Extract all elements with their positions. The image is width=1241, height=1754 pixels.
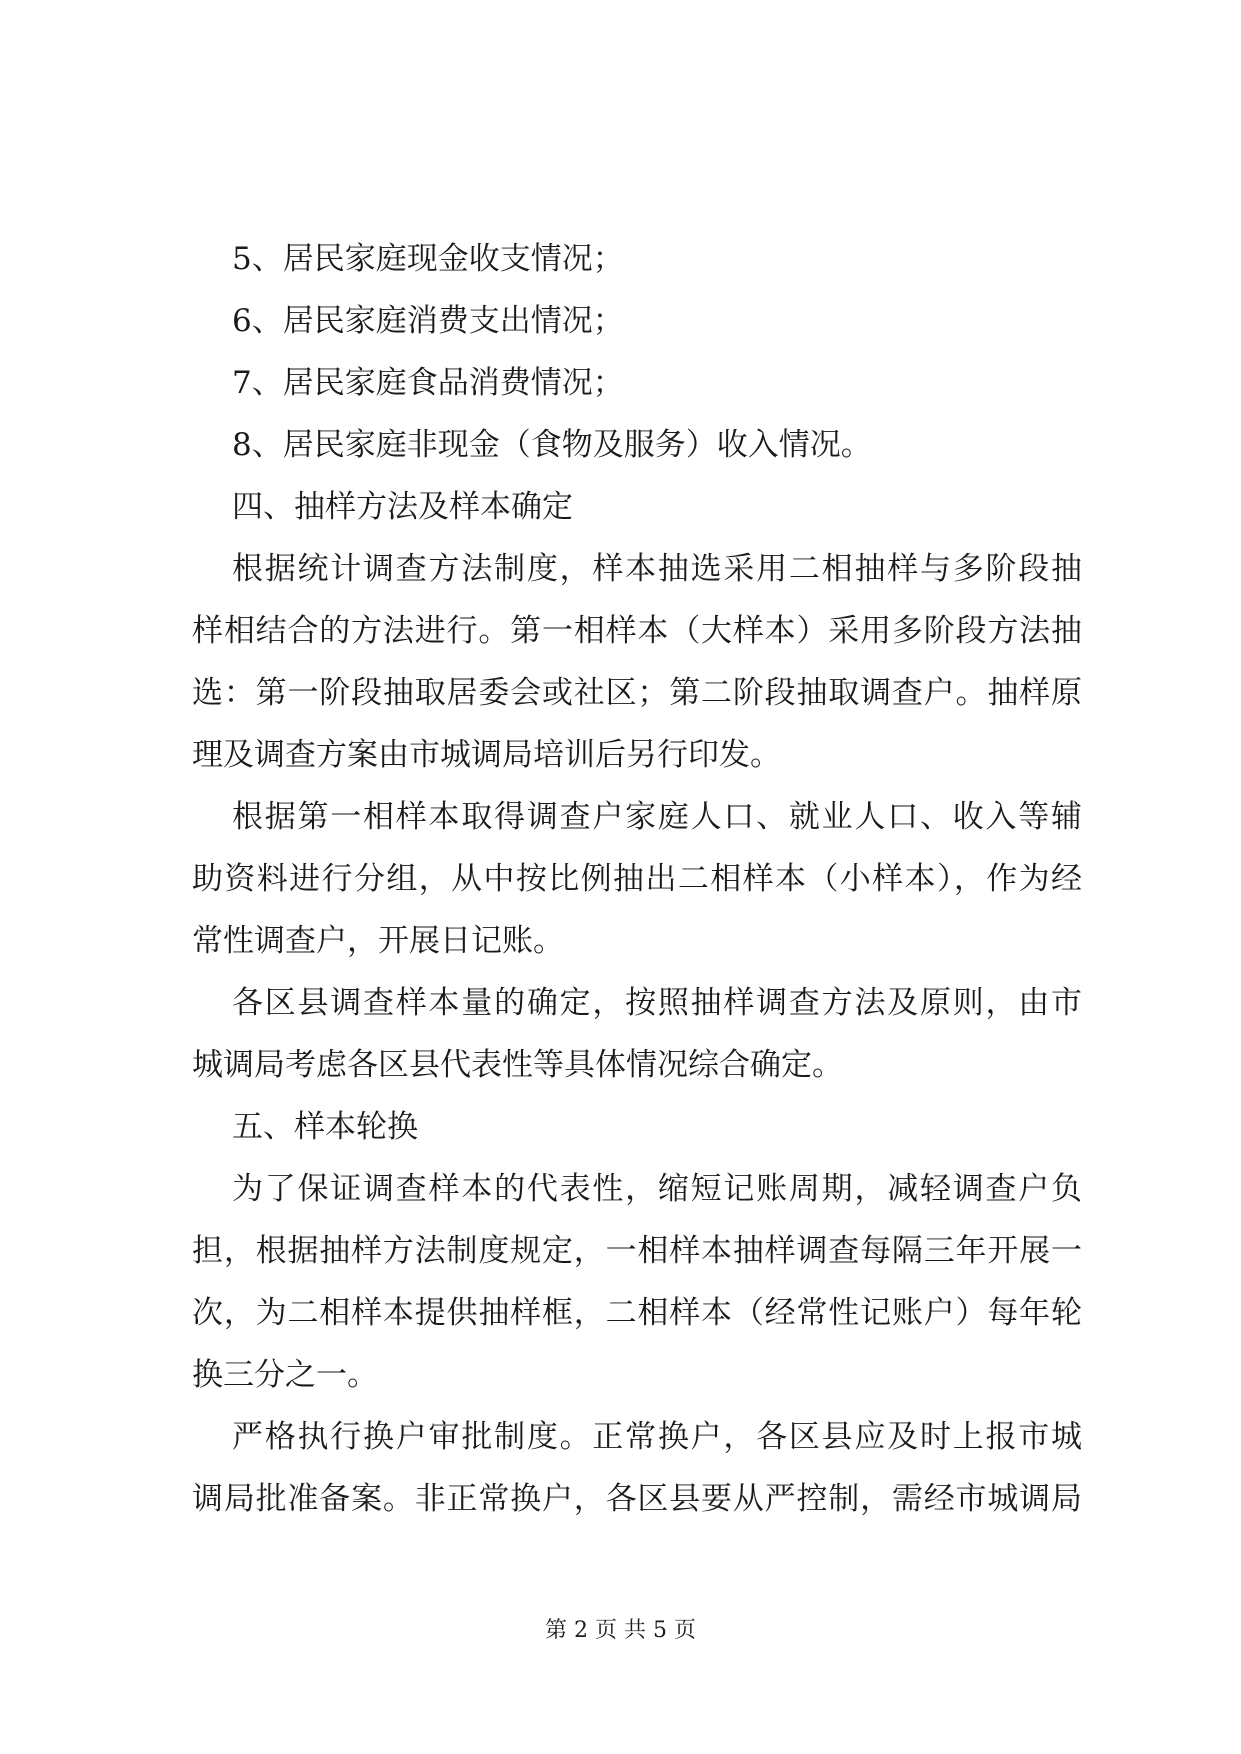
paragraph-line: 助资料进行分组，从中按比例抽出二相样本（小样本），作为经 xyxy=(192,861,1082,897)
list-item: 6、居民家庭消费支出情况； xyxy=(232,303,624,339)
paragraph-line: 样相结合的方法进行。第一相样本（大样本）采用多阶段方法抽 xyxy=(192,613,1082,649)
list-item: 7、居民家庭食品消费情况； xyxy=(232,365,624,401)
section-heading: 四、抽样方法及样本确定 xyxy=(232,489,573,525)
paragraph-line: 换三分之一。 xyxy=(192,1357,378,1393)
list-item: 8、居民家庭非现金（食物及服务）收入情况。 xyxy=(232,427,872,463)
paragraph-line: 次，为二相样本提供抽样框，二相样本（经常性记账户）每年轮 xyxy=(192,1295,1082,1331)
paragraph-line: 理及调查方案由市城调局培训后另行印发。 xyxy=(192,737,781,773)
paragraph-line: 根据统计调查方法制度，样本抽选采用二相抽样与多阶段抽 xyxy=(232,551,1082,587)
paragraph-line: 选：第一阶段抽取居委会或社区；第二阶段抽取调查户。抽样原 xyxy=(192,675,1082,711)
document-body xyxy=(192,228,1082,1530)
paragraph-line: 担，根据抽样方法制度规定，一相样本抽样调查每隔三年开展一 xyxy=(192,1233,1082,1269)
list-item: 5、居民家庭现金收支情况； xyxy=(232,241,624,277)
paragraph-line: 常性调查户，开展日记账。 xyxy=(192,923,564,959)
section-heading: 五、样本轮换 xyxy=(232,1109,418,1145)
page-number-footer: 第 2 页 共 5 页 xyxy=(545,1618,696,1643)
paragraph-line: 严格执行换户审批制度。正常换户，各区县应及时上报市城 xyxy=(232,1419,1082,1455)
paragraph-line: 调局批准备案。非正常换户，各区县要从严控制，需经市城调局 xyxy=(192,1481,1082,1517)
paragraph-line: 各区县调查样本量的确定，按照抽样调查方法及原则，由市 xyxy=(232,985,1082,1021)
paragraph-line: 为了保证调查样本的代表性，缩短记账周期，减轻调查户负 xyxy=(232,1171,1082,1207)
paragraph-line: 根据第一相样本取得调查户家庭人口、就业人口、收入等辅 xyxy=(232,799,1082,835)
paragraph-line: 城调局考虑各区县代表性等具体情况综合确定。 xyxy=(192,1047,843,1083)
